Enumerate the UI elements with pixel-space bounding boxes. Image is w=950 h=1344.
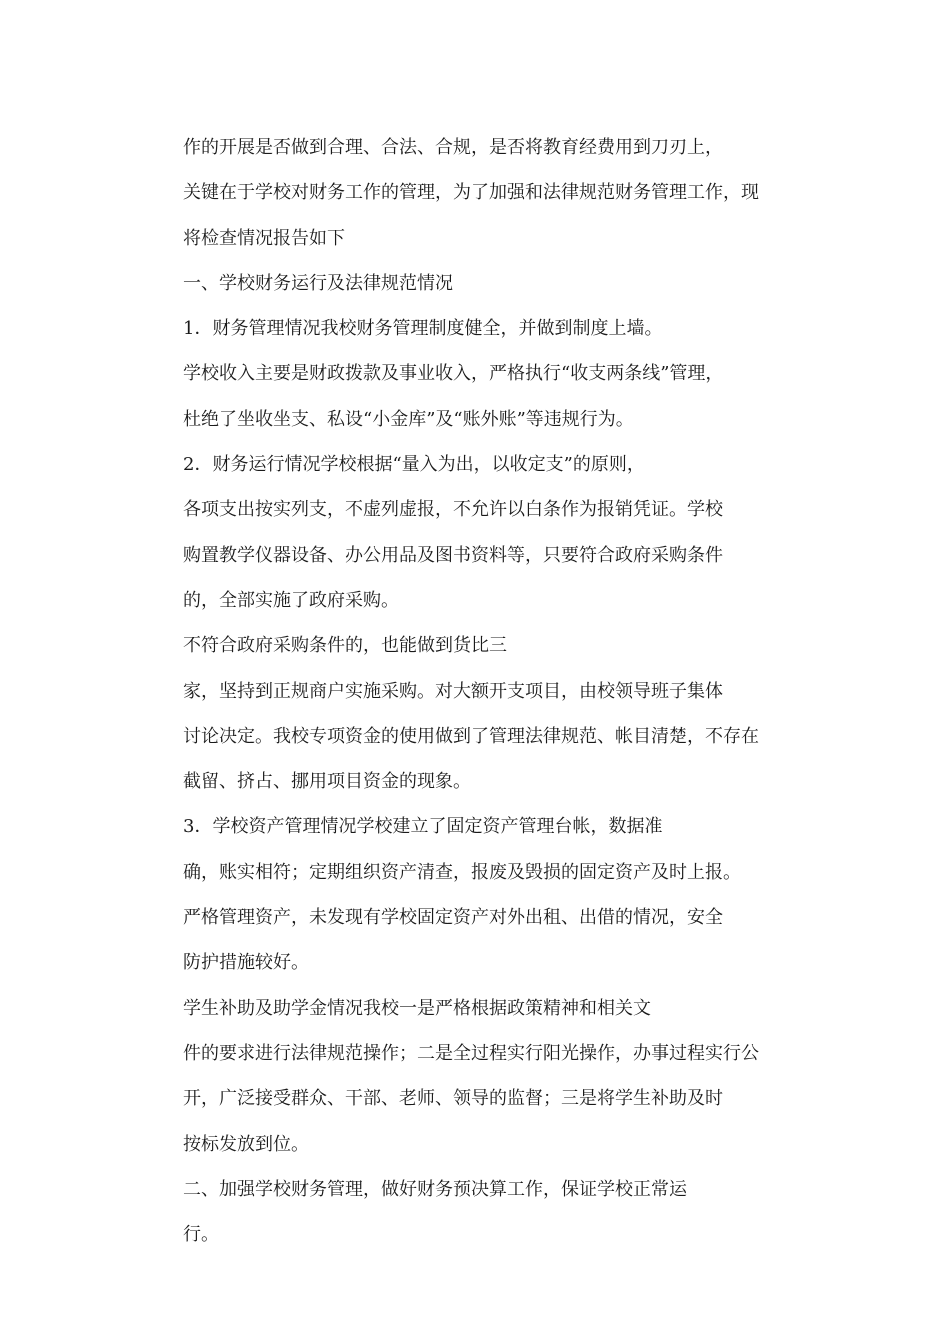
section-heading: 二、加强学校财务管理，做好财务预决算工作，保证学校正常运 [183, 1178, 687, 1200]
text-line: 开，广泛接受群众、干部、老师、领导的监督；三是将学生补助及时 [183, 1088, 723, 1110]
text-line: 3．学校资产管理情况学校建立了固定资产管理台帐，数据准 [183, 816, 663, 838]
text-line: 将检查情况报告如下 [183, 227, 345, 249]
text-line: 防护措施较好。 [183, 952, 309, 974]
text-line: 行。 [183, 1224, 219, 1246]
text-line: 确，账实相符；定期组织资产清查，报废及毁损的固定资产及时上报。 [183, 861, 741, 883]
text-line: 家，坚持到正规商户实施采购。对大额开支项目，由校领导班子集体 [183, 680, 723, 702]
text-line: 2．财务运行情况学校根据“量入为出，以收定支”的原则， [183, 454, 645, 476]
text-line: 学校收入主要是财政拨款及事业收入，严格执行“收支两条线”管理， [183, 363, 724, 385]
text-line: 按标发放到位。 [183, 1133, 309, 1155]
text-line: 严格管理资产，未发现有学校固定资产对外出租、出借的情况，安全 [183, 907, 723, 929]
text-line: 学生补助及助学金情况我校一是严格根据政策精神和相关文 [183, 997, 651, 1019]
text-line: 关键在于学校对财务工作的管理，为了加强和法律规范财务管理工作，现 [183, 182, 759, 204]
text-line: 不符合政府采购条件的，也能做到货比三 [183, 635, 507, 657]
text-line: 作的开展是否做到合理、合法、合规，是否将教育经费用到刀刃上， [183, 137, 723, 158]
document-body [183, 131, 823, 1263]
text-line: 各项支出按实列支，不虚列虚报，不允许以白条作为报销凭证。学校 [183, 499, 723, 521]
text-line: 购置教学仪器设备、办公用品及图书资料等，只要符合政府采购条件 [183, 544, 723, 566]
section-heading: 一、学校财务运行及法律规范情况 [183, 272, 453, 294]
text-line: 件的要求进行法律规范操作；二是全过程实行阳光操作，办事过程实行公 [183, 1042, 759, 1064]
text-line: 讨论决定。我校专项资金的使用做到了管理法律规范、帐目清楚，不存在 [183, 725, 759, 747]
text-line: 1．财务管理情况我校财务管理制度健全，并做到制度上墙。 [183, 318, 663, 340]
text-line: 杜绝了坐收坐支、私设“小金库”及“账外账”等违规行为。 [183, 408, 634, 430]
text-line: 的，全部实施了政府采购。 [183, 589, 399, 611]
text-line: 截留、挤占、挪用项目资金的现象。 [183, 771, 471, 793]
